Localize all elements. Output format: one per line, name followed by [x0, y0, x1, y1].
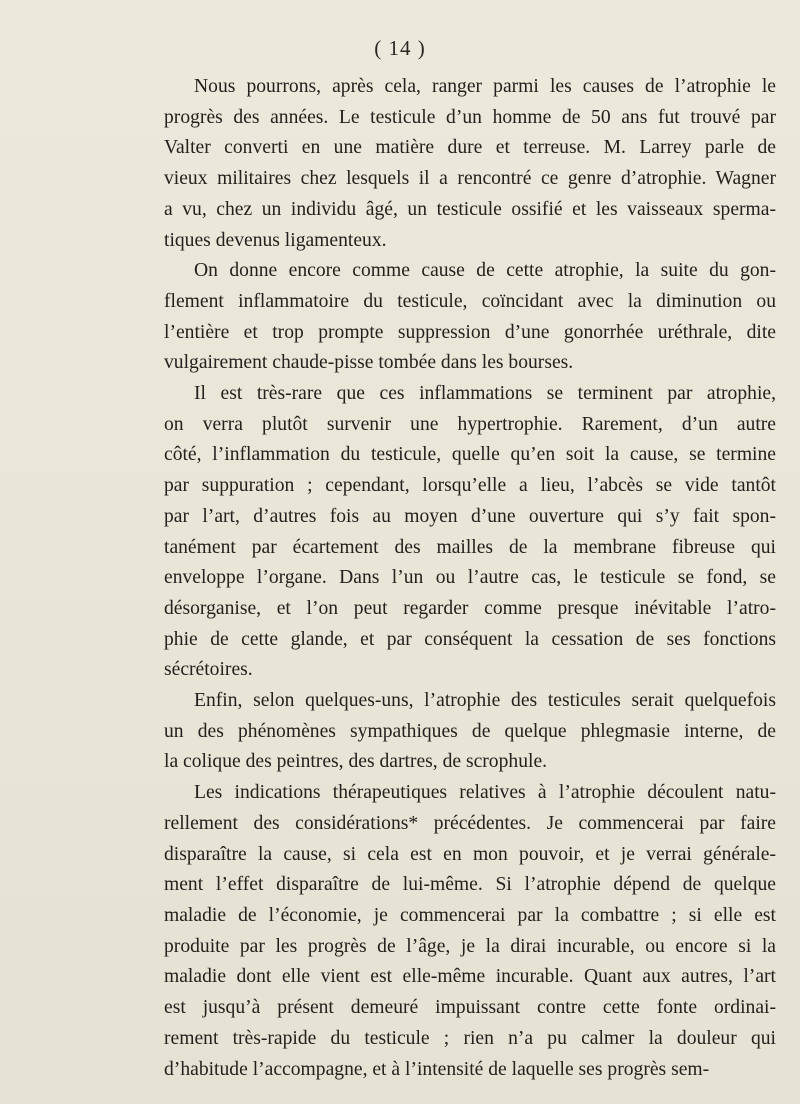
text-line: Nous pourrons, après cela, ranger parmi les causes de l’atrophie le [194, 76, 776, 97]
text-line: l’entière et trop prompte suppression d’une gonorrhée uréthrale, dite [164, 321, 776, 343]
text-line: flement inflammatoire du testicule, coïncidant avec la diminution ou [164, 290, 776, 312]
text-line: Les indications thérapeutiques relatives à l’atrophie découlent natu- [194, 782, 776, 804]
text-line: est jusqu’à présent demeuré impuissant contre cette fonte ordinai- [164, 997, 776, 1019]
text-line: tiques devenus ligamenteux. [164, 229, 387, 251]
text-line: Il est très-rare que ces inflammations se terminent par atrophie, [194, 383, 776, 405]
text-line: progrès des années. Le testicule d’un homme de 50 ans fut trouvé par [164, 106, 776, 128]
text-line: vieux militaires chez lesquels il a rencontré ce genre d’atrophie. Wagner [164, 168, 776, 190]
text-line: un des phénomènes sympathiques de quelque phlegmasie interne, de [164, 720, 776, 742]
text-line: sécrétoires. [164, 659, 253, 681]
text-line: maladie dont elle vient est elle-même incurable. Quant aux autres, l’art [164, 966, 776, 988]
text-line: disparaître la cause, si cela est en mon pouvoir, et je verrai générale- [164, 843, 776, 865]
text-line: rement très-rapide du testicule ; rien n’a pu calmer la douleur qui [164, 1027, 776, 1049]
text-line: on verra plutôt survenir une hypertrophie. Rarement, d’un autre [164, 413, 776, 435]
text-line: enveloppe l’organe. Dans l’un ou l’autre cas, le testicule se fond, se [164, 567, 776, 589]
body-text [164, 72, 776, 1085]
text-line: a vu, chez un individu âgé, un testicule ossifié et les vaisseaux sperma- [164, 198, 776, 220]
paragraph [164, 778, 776, 1085]
paragraph [164, 379, 776, 686]
text-line: Enfin, selon quelques-uns, l’atrophie des testicules serait quelquefois [194, 690, 776, 712]
text-line: d’habitude l’accompagne, et à l’intensité de laquelle ses progrès sem- [164, 1058, 710, 1080]
text-line: par suppuration ; cependant, lorsqu’elle a lieu, l’abcès se vide tantôt [164, 475, 776, 497]
text-line: Valter converti en une matière dure et terreuse. M. Larrey parle de [164, 137, 776, 159]
text-line: maladie de l’économie, je commencerai par la combattre ; si elle est [164, 904, 776, 926]
paragraph [164, 72, 776, 256]
text-line: désorganise, et l’on peut regarder comme presque inévitable l’atro- [164, 597, 776, 619]
page-number: ( 14 ) [374, 36, 426, 60]
text-line: côté, l’inflammation du testicule, quelle qu’en soit la cause, se termine [164, 444, 776, 466]
text-line: phie de cette glande, et par conséquent la cessation de ses fonctions [164, 628, 776, 650]
text-line: par l’art, d’autres fois au moyen d’une ouverture qui s’y fait spon- [164, 505, 776, 527]
paragraph [164, 686, 776, 778]
text-line: vulgairement chaude-pisse tombée dans les bourses. [164, 352, 574, 374]
text-line: tanément par écartement des mailles de la membrane fibreuse qui [164, 536, 776, 558]
text-line: la colique des peintres, des dartres, de scrophule. [164, 751, 548, 773]
paragraph [164, 256, 776, 379]
text-line: ment l’effet disparaître de lui-même. Si l’atrophie dépend de quelque [164, 874, 776, 896]
text-line: produite par les progrès de l’âge, je la dirai incurable, ou encore si la [164, 935, 776, 957]
text-line: rellement des considérations* précédentes. Je commencerai par faire [164, 812, 776, 834]
text-line: On donne encore comme cause de cette atrophie, la suite du gon- [194, 260, 776, 282]
